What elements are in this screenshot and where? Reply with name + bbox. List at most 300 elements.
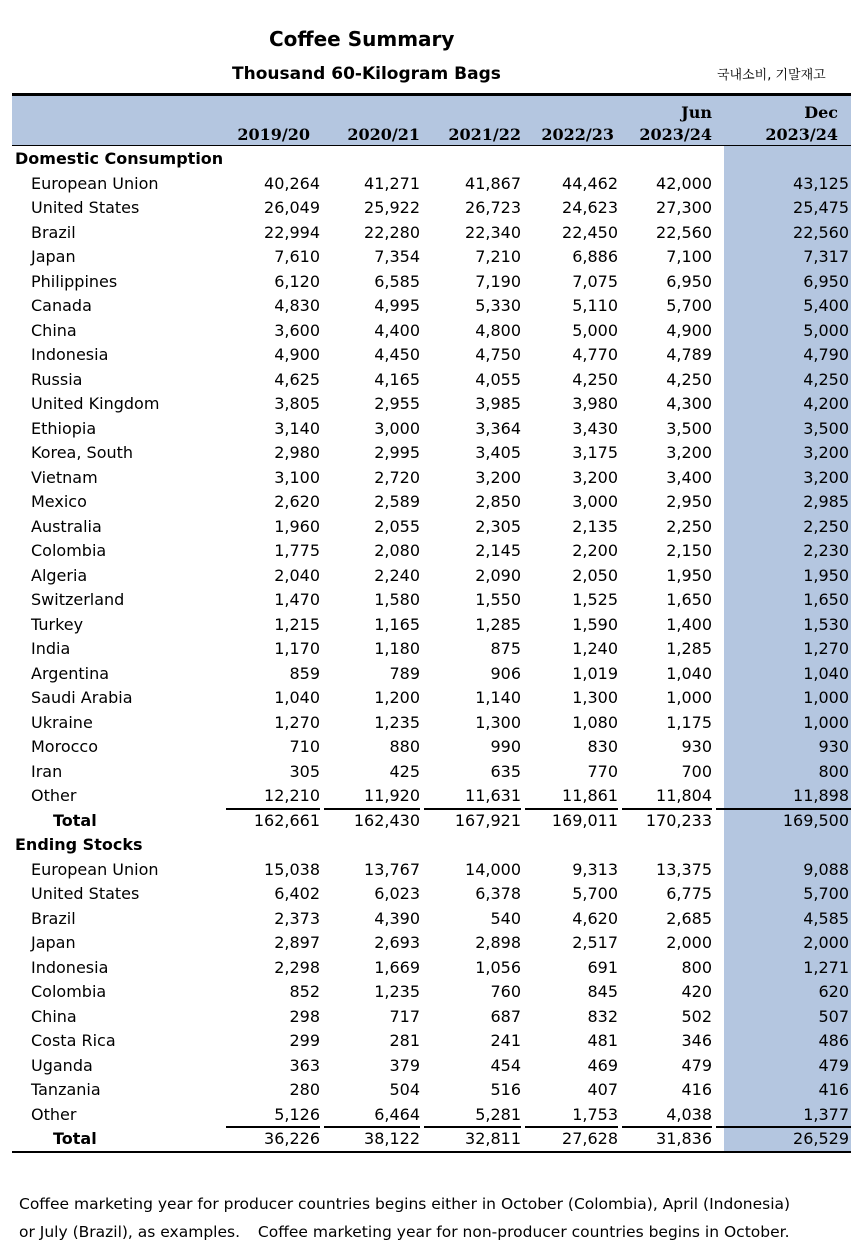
table-row (12, 930, 851, 955)
row-label: Argentina (31, 663, 110, 683)
cell-value: 3,100 (274, 467, 320, 487)
row-label: Ethiopia (31, 418, 97, 438)
row-label: Total (53, 810, 97, 830)
row-label: Japan (31, 247, 76, 266)
page-subtitle: Thousand 60-Kilogram Bags (232, 64, 501, 84)
column-header-line1: Dec (804, 103, 838, 122)
column-header (320, 102, 420, 146)
cell-value: 800 (818, 761, 849, 781)
row-label: Other (31, 1104, 77, 1124)
cell-value: 5,700 (803, 884, 849, 903)
cell-value: 1,470 (274, 590, 320, 609)
total-rule (226, 1126, 320, 1128)
cell-value: 27,628 (562, 1129, 618, 1148)
cell-value: 3,140 (274, 418, 320, 438)
cell-value: 1,235 (374, 982, 420, 1001)
total-rule (424, 808, 521, 810)
cell-value: 7,354 (374, 247, 420, 266)
total-rule (716, 1126, 851, 1128)
cell-value: 26,723 (465, 198, 521, 217)
cell-value: 516 (490, 1080, 521, 1099)
cell-value: 502 (681, 1006, 712, 1026)
cell-value: 1,000 (666, 688, 712, 707)
cell-value: 2,240 (374, 565, 420, 585)
column-header-line2: 2020/21 (347, 125, 420, 144)
cell-value: 620 (818, 982, 849, 1001)
cell-value: 1,753 (572, 1104, 618, 1124)
cell-value: 832 (587, 1006, 618, 1026)
cell-value: 1,040 (274, 688, 320, 707)
cell-value: 1,165 (374, 614, 420, 634)
row-label: China (31, 320, 77, 340)
cell-value: 4,250 (803, 369, 849, 389)
cell-value: 4,300 (666, 394, 712, 413)
cell-value: 1,040 (803, 663, 849, 683)
cell-value: 169,011 (551, 810, 618, 830)
cell-value: 1,590 (572, 614, 618, 634)
total-rule (525, 808, 618, 810)
cell-value: 22,450 (562, 222, 618, 242)
cell-value: 2,135 (572, 516, 618, 536)
row-label: Total (53, 1129, 97, 1148)
total-rule (324, 808, 420, 810)
cell-value: 2,250 (803, 516, 849, 536)
cell-value: 5,330 (475, 296, 521, 315)
column-header (514, 102, 614, 146)
column-header-line2: 2022/23 (541, 125, 614, 144)
table-row (12, 367, 851, 392)
cell-value: 425 (389, 761, 420, 781)
cell-value: 2,685 (666, 908, 712, 928)
cell-value: 6,378 (475, 884, 521, 903)
cell-value: 800 (681, 957, 712, 977)
cell-value: 2,589 (374, 492, 420, 511)
table-row (12, 220, 851, 245)
cell-value: 4,250 (572, 369, 618, 389)
cell-value: 2,230 (803, 541, 849, 560)
cell-value: 1,669 (374, 957, 420, 977)
cell-value: 852 (289, 982, 320, 1001)
table-row (12, 342, 851, 367)
cell-value: 25,475 (793, 198, 849, 217)
cell-value: 3,000 (572, 492, 618, 511)
cell-value: 4,400 (374, 320, 420, 340)
cell-value: 4,789 (666, 345, 712, 364)
cell-value: 454 (490, 1055, 521, 1075)
cell-value: 3,200 (666, 443, 712, 462)
cell-value: 1,650 (803, 590, 849, 609)
page-title: Coffee Summary (269, 27, 455, 51)
cell-value: 2,000 (666, 933, 712, 952)
cell-value: 7,100 (666, 247, 712, 266)
cell-value: 2,897 (274, 933, 320, 952)
cell-value: 1,271 (803, 957, 849, 977)
row-label: Vietnam (31, 467, 98, 487)
table-row (12, 244, 851, 269)
cell-value: 691 (587, 957, 618, 977)
cell-value: 4,620 (572, 908, 618, 928)
table-row (12, 538, 851, 563)
table-row (12, 979, 851, 1004)
cell-value: 379 (389, 1055, 420, 1075)
row-label: Saudi Arabia (31, 688, 133, 707)
cell-value: 7,190 (475, 271, 521, 291)
cell-value: 1,400 (666, 614, 712, 634)
cell-value: 22,280 (364, 222, 420, 242)
section-label: Domestic Consumption (15, 149, 224, 168)
total-row (12, 1126, 851, 1151)
cell-value: 363 (289, 1055, 320, 1075)
row-label: Russia (31, 369, 83, 389)
cell-value: 2,298 (274, 957, 320, 977)
cell-value: 14,000 (465, 859, 521, 879)
table-row (12, 710, 851, 735)
cell-value: 281 (389, 1031, 420, 1050)
table-row (12, 685, 851, 710)
cell-value: 6,402 (274, 884, 320, 903)
row-label: European Union (31, 859, 159, 879)
cell-value: 346 (681, 1031, 712, 1050)
cell-value: 36,226 (264, 1129, 320, 1148)
cell-value: 26,049 (264, 198, 320, 217)
cell-value: 2,980 (274, 443, 320, 462)
row-label: Iran (31, 761, 63, 781)
cell-value: 162,430 (353, 810, 420, 830)
cell-value: 32,811 (465, 1129, 521, 1148)
cell-value: 11,898 (793, 786, 849, 805)
cell-value: 1,960 (274, 516, 320, 536)
cell-value: 1,180 (374, 639, 420, 658)
column-header-line2: 2021/22 (448, 125, 521, 144)
cell-value: 3,405 (475, 443, 521, 462)
cell-value: 990 (490, 737, 521, 756)
footnote (19, 1190, 849, 1246)
table-row (12, 293, 851, 318)
row-label: Philippines (31, 271, 118, 291)
cell-value: 6,120 (274, 271, 320, 291)
row-label: Morocco (31, 737, 98, 756)
total-rule (424, 1126, 521, 1128)
footnote-line-2b: Coffee marketing year for non-producer countries begins in October. (257, 1223, 790, 1241)
cell-value: 7,075 (572, 271, 618, 291)
korean-note: 국내소비, 기말재고 (717, 68, 826, 83)
section-label: Ending Stocks (15, 835, 143, 854)
cell-value: 1,200 (374, 688, 420, 707)
table-body (12, 146, 851, 1151)
table-row (12, 857, 851, 882)
row-label: Algeria (31, 565, 88, 585)
table-row (12, 489, 851, 514)
table-row (12, 391, 851, 416)
row-label: Turkey (31, 614, 84, 634)
cell-value: 2,950 (666, 492, 712, 511)
cell-value: 42,000 (656, 173, 712, 193)
cell-value: 479 (681, 1055, 712, 1075)
table-row (12, 881, 851, 906)
cell-value: 1,285 (666, 639, 712, 658)
cell-value: 1,040 (666, 663, 712, 683)
cell-value: 41,867 (465, 173, 521, 193)
column-header-line1 (514, 102, 614, 124)
row-label: Uganda (31, 1055, 93, 1075)
table-row (12, 906, 851, 931)
row-label: United States (31, 884, 140, 903)
cell-value: 26,529 (793, 1129, 849, 1148)
cell-value: 44,462 (562, 173, 618, 193)
column-header-line1 (320, 102, 420, 124)
cell-value: 5,126 (274, 1104, 320, 1124)
cell-value: 1,019 (572, 663, 618, 683)
table-header (12, 93, 851, 146)
table-row (12, 636, 851, 661)
cell-value: 859 (289, 663, 320, 683)
total-rule (525, 1126, 618, 1128)
cell-value: 4,750 (475, 345, 521, 364)
cell-value: 298 (289, 1006, 320, 1026)
cell-value: 11,861 (562, 786, 618, 805)
table-row (12, 1077, 851, 1102)
table-row (12, 612, 851, 637)
cell-value: 3,805 (274, 394, 320, 413)
cell-value: 540 (490, 908, 521, 928)
cell-value: 2,517 (572, 933, 618, 952)
cell-value: 5,000 (803, 320, 849, 340)
cell-value: 13,767 (364, 859, 420, 879)
table-row (12, 1028, 851, 1053)
cell-value: 5,700 (666, 296, 712, 315)
column-header-line2: 2023/24 (765, 125, 838, 144)
row-label: Indonesia (31, 957, 109, 977)
cell-value: 4,250 (666, 369, 712, 389)
cell-value: 169,500 (782, 810, 849, 830)
cell-value: 9,088 (803, 859, 849, 879)
cell-value: 2,995 (374, 443, 420, 462)
cell-value: 4,450 (374, 345, 420, 364)
table-row (12, 563, 851, 588)
cell-value: 241 (490, 1031, 521, 1050)
cell-value: 22,994 (264, 222, 320, 242)
cell-value: 2,050 (572, 565, 618, 585)
section-heading (12, 832, 851, 857)
table-row (12, 318, 851, 343)
cell-value: 299 (289, 1031, 320, 1050)
cell-value: 2,373 (274, 908, 320, 928)
total-rule (226, 808, 320, 810)
cell-value: 416 (818, 1080, 849, 1099)
cell-value: 6,950 (666, 271, 712, 291)
row-label: Canada (31, 296, 92, 315)
cell-value: 22,560 (656, 222, 712, 242)
cell-value: 43,125 (793, 173, 849, 193)
cell-value: 4,585 (803, 908, 849, 928)
cell-value: 2,150 (666, 541, 712, 560)
column-header-line1 (210, 102, 310, 124)
column-header-line2: 2019/20 (237, 125, 310, 144)
cell-value: 2,090 (475, 565, 521, 585)
cell-value: 710 (289, 737, 320, 756)
cell-value: 1,215 (274, 614, 320, 634)
cell-value: 4,625 (274, 369, 320, 389)
cell-value: 3,175 (572, 443, 618, 462)
cell-value: 930 (681, 737, 712, 756)
cell-value: 1,300 (475, 712, 521, 732)
total-row (12, 808, 851, 833)
cell-value: 3,500 (803, 418, 849, 438)
table-bottom-rule (12, 1151, 851, 1153)
cell-value: 6,464 (374, 1104, 420, 1124)
cell-value: 2,145 (475, 541, 521, 560)
row-label: Ukraine (31, 712, 93, 732)
cell-value: 3,980 (572, 394, 618, 413)
cell-value: 906 (490, 663, 521, 683)
cell-value: 2,055 (374, 516, 420, 536)
cell-value: 1,530 (803, 614, 849, 634)
cell-value: 635 (490, 761, 521, 781)
table-row (12, 1053, 851, 1078)
cell-value: 2,898 (475, 933, 521, 952)
column-header (738, 102, 838, 146)
cell-value: 4,055 (475, 369, 521, 389)
row-label: Colombia (31, 541, 107, 560)
cell-value: 2,305 (475, 516, 521, 536)
cell-value: 1,950 (803, 565, 849, 585)
cell-value: 38,122 (364, 1129, 420, 1148)
cell-value: 486 (818, 1031, 849, 1050)
cell-value: 845 (587, 982, 618, 1001)
cell-value: 11,631 (465, 786, 521, 805)
cell-value: 3,430 (572, 418, 618, 438)
cell-value: 1,235 (374, 712, 420, 732)
cell-value: 880 (389, 737, 420, 756)
table-row (12, 171, 851, 196)
cell-value: 4,830 (274, 296, 320, 315)
cell-value: 1,950 (666, 565, 712, 585)
row-label: Switzerland (31, 590, 125, 609)
cell-value: 2,720 (374, 467, 420, 487)
row-label: Australia (31, 516, 102, 536)
cell-value: 167,921 (454, 810, 521, 830)
cell-value: 2,200 (572, 541, 618, 560)
cell-value: 1,056 (475, 957, 521, 977)
section-heading (12, 146, 851, 171)
row-label: Brazil (31, 222, 76, 242)
cell-value: 479 (818, 1055, 849, 1075)
cell-value: 40,264 (264, 173, 320, 193)
cell-value: 1,300 (572, 688, 618, 707)
cell-value: 1,580 (374, 590, 420, 609)
cell-value: 1,775 (274, 541, 320, 560)
cell-value: 2,620 (274, 492, 320, 511)
cell-value: 407 (587, 1080, 618, 1099)
footnote-line-1: Coffee marketing year for producer countries begins either in October (Colombia), April (Indonesia) (19, 1195, 791, 1213)
cell-value: 1,377 (803, 1104, 849, 1124)
row-label: Indonesia (31, 345, 109, 364)
table-row (12, 1102, 851, 1127)
cell-value: 1,270 (803, 639, 849, 658)
table-row (12, 514, 851, 539)
cell-value: 789 (389, 663, 420, 683)
cell-value: 5,000 (572, 320, 618, 340)
cell-value: 4,995 (374, 296, 420, 315)
row-label: Brazil (31, 908, 76, 928)
row-label: United Kingdom (31, 394, 160, 413)
cell-value: 1,525 (572, 590, 618, 609)
cell-value: 700 (681, 761, 712, 781)
table-row (12, 1004, 851, 1029)
cell-value: 7,210 (475, 247, 521, 266)
cell-value: 11,804 (656, 786, 712, 805)
cell-value: 2,955 (374, 394, 420, 413)
table-row (12, 734, 851, 759)
row-label: Costa Rica (31, 1031, 116, 1050)
column-header-line1: Jun (681, 103, 712, 122)
table-row (12, 955, 851, 980)
row-label: India (31, 639, 71, 658)
cell-value: 31,836 (656, 1129, 712, 1148)
cell-value: 4,165 (374, 369, 420, 389)
row-label: European Union (31, 173, 159, 193)
cell-value: 11,920 (364, 786, 420, 805)
total-rule (622, 1126, 712, 1128)
cell-value: 930 (818, 737, 849, 756)
table-row (12, 440, 851, 465)
cell-value: 4,038 (666, 1104, 712, 1124)
coffee-summary-table (12, 93, 851, 1151)
table-row (12, 759, 851, 784)
row-label: Japan (31, 933, 76, 952)
total-rule (716, 808, 851, 810)
cell-value: 22,340 (465, 222, 521, 242)
column-header (210, 102, 310, 146)
column-header-line2: 2023/24 (639, 125, 712, 144)
row-label: Other (31, 786, 77, 805)
cell-value: 3,000 (374, 418, 420, 438)
cell-value: 1,080 (572, 712, 618, 732)
cell-value: 717 (389, 1006, 420, 1026)
cell-value: 5,400 (803, 296, 849, 315)
cell-value: 4,800 (475, 320, 521, 340)
cell-value: 4,200 (803, 394, 849, 413)
cell-value: 1,550 (475, 590, 521, 609)
cell-value: 170,233 (645, 810, 712, 830)
cell-value: 875 (490, 639, 521, 658)
cell-value: 3,500 (666, 418, 712, 438)
cell-value: 2,040 (274, 565, 320, 585)
cell-value: 3,600 (274, 320, 320, 340)
cell-value: 6,023 (374, 884, 420, 903)
cell-value: 770 (587, 761, 618, 781)
column-header-line1 (421, 102, 521, 124)
row-label: Tanzania (31, 1080, 101, 1099)
cell-value: 504 (389, 1080, 420, 1099)
cell-value: 4,390 (374, 908, 420, 928)
cell-value: 15,038 (264, 859, 320, 879)
cell-value: 1,170 (274, 639, 320, 658)
column-header (612, 102, 712, 146)
row-label: United States (31, 198, 140, 217)
cell-value: 4,790 (803, 345, 849, 364)
table-row (12, 195, 851, 220)
cell-value: 2,250 (666, 516, 712, 536)
cell-value: 1,140 (475, 688, 521, 707)
column-header (421, 102, 521, 146)
cell-value: 25,922 (364, 198, 420, 217)
cell-value: 1,650 (666, 590, 712, 609)
cell-value: 1,000 (803, 712, 849, 732)
cell-value: 6,950 (803, 271, 849, 291)
cell-value: 3,200 (475, 467, 521, 487)
cell-value: 830 (587, 737, 618, 756)
